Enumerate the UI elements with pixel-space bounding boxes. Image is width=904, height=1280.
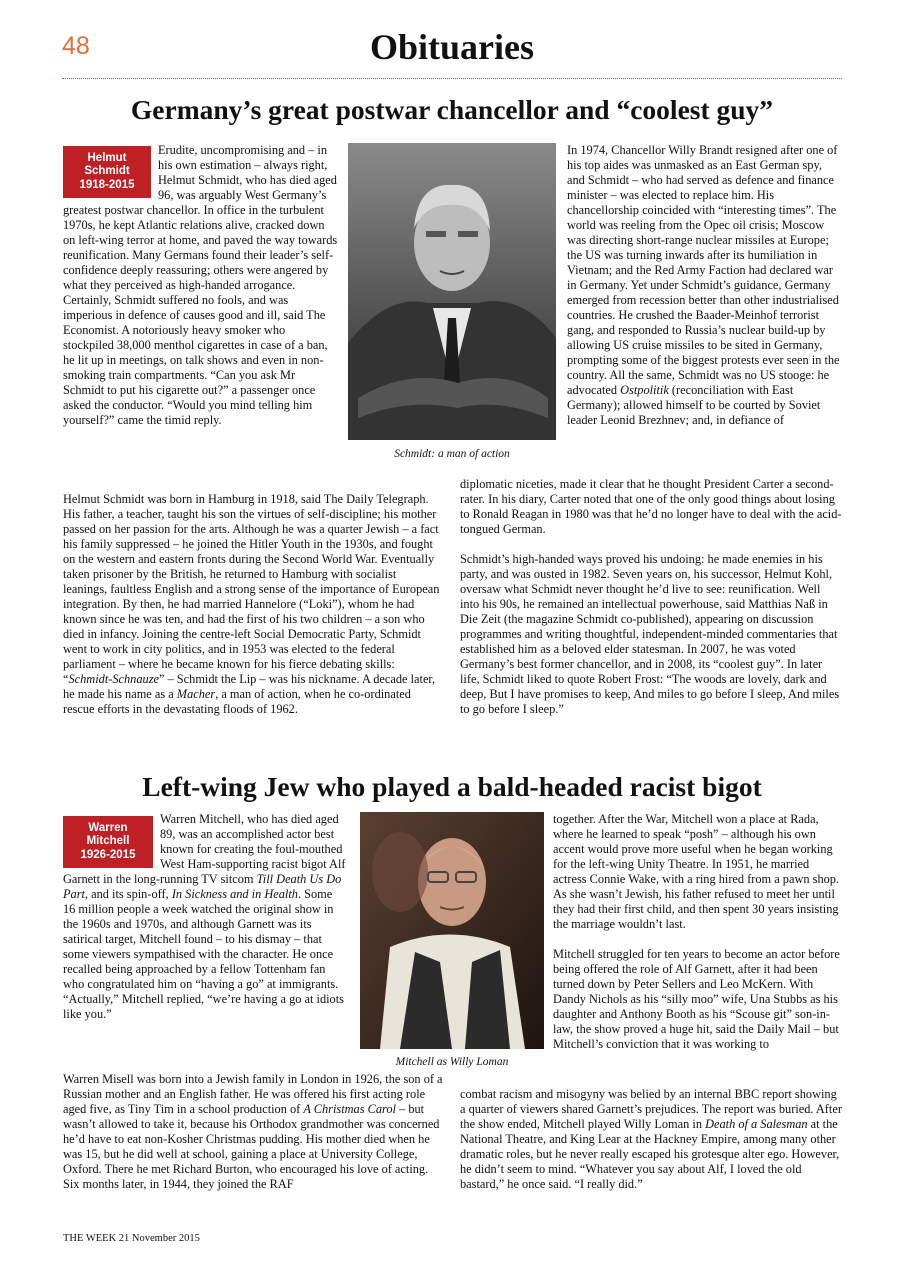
schmidt-photo [348, 143, 556, 440]
schmidt-intro: Helmut Schmidt 1918-2015 Erudite, uncompromising and – in his own estimation – always right, Helmut Schmidt, who has died aged 96, was arguably West Germany’s greatest postwar chancellor. In office in the turbulent 1970s, he kept Atlantic relations alive, cracked down on left-wing terror at home, and paved the way towards reunification. Many Germans found their leader’s self-confidence deeply reassuring; others were angered by what they perceived as high-handed arrogance. Certainly, Schmidt suffered no fools, and was imperious in defence of causes good and ill, said The Economist. A notoriously heavy smoker who stockpiled 38,000 menthol cigarettes in case of a ban, he lit up in meetings, on talk shows and even in non-smoking train compartments. “Can you ask Mr Schmidt to put his cigarette out?” a passenger once asked the conductor. “Would you mind telling him yourself?” came the timid reply. [63, 143, 338, 427]
schmidt-right-wide: diplomatic niceties, made it clear that he thought President Carter a second-rater. In his diary, Carter noted that one of the only good things about losing to Ronald Reagan in 1980 was that he’d no longer have to deal with the acid-tongued German. Schmidt’s high-handed ways proved his undoing: he made enemies in his party, and was ousted in 1982. Seven years on, his successor, Helmut Kohl, oversaw what Schmidt never thought he’d live to see: reunification. Well into his 90s, he remained an intellectual powerhouse, said Matthias Naß in Die Zeit (the magazine Schmidt co-published), appearing on discussion programmes and writing thoughtful, independent-minded commentaries that established him as a beloved elder statesman. In 2007, he was voted Germany’s best former chancellor, and in 2008, its “coolest guy”. In later life, Schmidt liked to quote Robert Frost: “The woods are lovely, dark and deep, But I have promises to keep, And miles to go before I sleep, And miles to go before I sleep.” [460, 477, 842, 716]
header-rule [62, 78, 842, 79]
mitchell-photo-caption: Mitchell as Willy Loman [395, 1056, 509, 1068]
schmidt-bio: Helmut Schmidt was born in Hamburg in 1918, said The Daily Telegraph. His father, a teacher, taught his son the virtues of self-discipline; his mother passed on her passion for the arts. Although he was a quarter Jewish – a fact his family suppressed – he joined the Hitler Youth in the 1930s, and fought on the western and eastern fronts during the Second World War. Eventually taken prisoner by the British, he returned to Hamburg with socialist leanings, faultless English and a strong sense of the importance of European integration. By then, he had married Hannelore (“Loki”), whom he had known since he was ten, and had the first of his two children – a son who died in infancy. Joining the centre-left Social Democratic Party, Schmidt went to work in city politics, and in 1953 was elected to the federal parliament – where he became known for his fierce debating skills: “Schmidt-Schnauze” – Schmidt the Lip – was his nickname. A decade later, he made his name as a Macher, a man of action, when he co-ordinated rescue efforts in the devastating floods of 1962. [63, 492, 440, 716]
mitchell-bio: Warren Misell was born into a Jewish family in London in 1926, the son of a Russian mother and an English father. He was offered his first acting role aged five, as Tiny Tim in a school production of A Christmas Carol – but wasn’t allowed to take it, because his Orthodox grandmother was concerned he’d have to eat non-Kosher Christmas pudding. His mother died when he was 15, but he did well at school, gaining a place at University College, Oxford. There he met Richard Burton, who encouraged his love of acting. Six months later, in 1944, they joined the RAF [63, 1072, 443, 1191]
schmidt-right-column: In 1974, Chancellor Willy Brandt resigned after one of his top aides was unmasked as an East German spy, and Schmidt – who had served as defence and finance minister – was elected to replace him. His chancellorship coincided with “interesting times”. The world was reeling from the Opec oil crisis; Moscow was directing short-range nuclear missiles at Europe; the US was turning inwards after its humiliation in Vietnam; and the Red Army Faction had declared war in Germany. Yet under Schmidt’s guidance, Germany emerged from recession better than other industrialised countries. He crushed the Baader-Meinhof terrorist gang, and responded to Russia’s nuclear build-up by allowing US cruise missiles to be sited in Germany, prompting some of the biggest protests ever seen in the country. All the same, Schmidt was no US stooge: he advocated Ostpolitik (reconciliation with East Germany); allowed himself to be courted by Soviet leader Leonid Brezhnev; and, in defiance of [567, 143, 840, 427]
page-footer: THE WEEK 21 November 2015 [63, 1233, 200, 1244]
mitchell-intro: Warren Mitchell 1926-2015 Warren Mitchell, who has died aged 89, was an accomplished actor best known for creating the foul-mouthed West Ham-supporting racist bigot Alf Garnett in the long-running TV sitcom Till Death Us Do Part, and its spin-off, In Sickness and in Health. Some 16 million people a week watched the original show in the 1960s and 1970s, and although Garnett was its satirical target, Mitchell found – to his dismay – that some viewers sympathised with the character. He once recalled being approached by a fellow Tottenham fan who congratulated him on “having a go” at immigrants. “Actually,” Mitchell replied, “we’re having a go at idiots like you.” [63, 812, 346, 1021]
page-number: 48 [62, 32, 90, 60]
mitchell-right-wide: combat racism and misogyny was belied by an internal BBC report showing a quarter of viewers shared Garnett’s prejudices. The report was buried. After the show ended, Mitchell played Willy Loman in Death of a Salesman at the National Theatre, and King Lear at the Hackney Empire, among many other dramatic roles, but he never really escaped his grotesque alter ego. However, he didn’t seem to mind. “Whatever you say about Alf, I loved the old bastard,” he once said. “I really did.” [460, 1087, 842, 1191]
schmidt-photo-caption: Schmidt: a man of action [394, 448, 510, 460]
schmidt-name-badge: Helmut Schmidt 1918-2015 [63, 146, 151, 198]
mitchell-headline: Left-wing Jew who played a bald-headed racist bigot [142, 771, 762, 802]
section-title: Obituaries [369, 27, 534, 67]
mitchell-name-badge: Warren Mitchell 1926-2015 [63, 816, 153, 868]
mitchell-portrait-image [360, 812, 544, 1049]
schmidt-headline: Germany’s great postwar chancellor and “coolest guy” [130, 94, 774, 125]
mitchell-right-column: together. After the War, Mitchell won a place at Rada, where he learned to speak “posh” – although his own accent would prove more useful when he began working for the left-wing Unity Theatre. In 1951, he married actress Connie Wake, with a ring hired from a pawn shop. As she wasn’t Jewish, his father refused to meet her until they had their first child, and then spent 30 years insisting the marriage wouldn’t last. Mitchell struggled for ten years to become an actor before being offered the role of Alf Garnett, after it had been turned down by Peter Sellers and Leo McKern. With Dandy Nichols as his “silly moo” wife, Una Stubbs as his daughter and Anthony Booth as his “Scouse git” son-in-law, the show proved a huge hit, said the Daily Mail – but Mitchell’s conviction that it was working to [553, 812, 840, 1051]
mitchell-photo [360, 812, 544, 1049]
schmidt-portrait-image [348, 143, 556, 440]
